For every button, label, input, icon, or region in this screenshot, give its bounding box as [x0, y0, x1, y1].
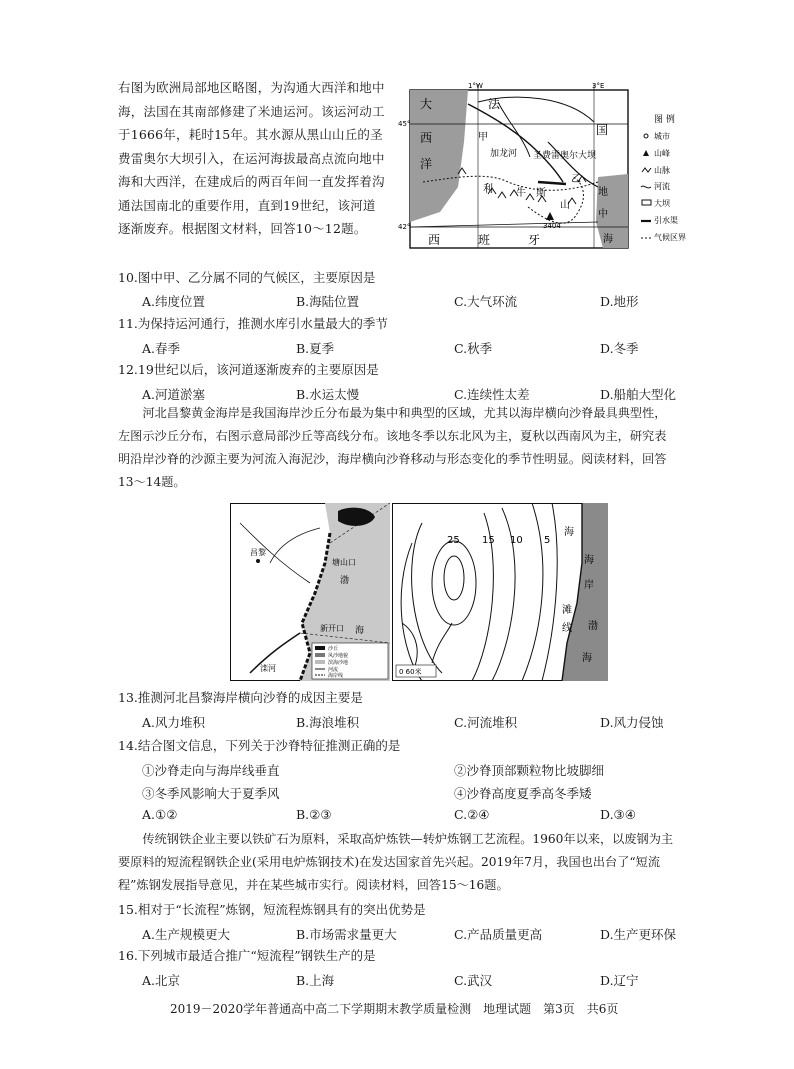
svg-text:42°: 42° [398, 223, 411, 231]
q13-option-d[interactable]: D.风力侵蚀 [600, 715, 664, 730]
svg-text:线: 线 [562, 623, 572, 634]
svg-text:班: 班 [478, 233, 491, 247]
svg-text:西: 西 [428, 233, 441, 247]
page-footer: 2019－2020学年普通高中高二下学期期末教学质量检测 地理试题 第3页 共6页 [170, 1002, 619, 1016]
question-11-stem: 11.为保持运河通行，推测水库引水量最大的季节 [118, 316, 388, 331]
svg-text:海: 海 [603, 234, 613, 245]
svg-text:河流: 河流 [328, 667, 339, 673]
question-10-stem: 10.图中甲、乙分属不同的气候区，主要原因是 [118, 270, 376, 285]
q15-option-a[interactable]: A.生产规模更大 [142, 927, 231, 942]
q16-option-b[interactable]: B.上海 [296, 973, 335, 988]
q16-option-a[interactable]: A.北京 [142, 973, 181, 988]
q15-option-d[interactable]: D.生产更环保 [600, 927, 677, 942]
q13-option-c[interactable]: C.河流堆积 [454, 715, 518, 730]
svg-text:洋: 洋 [420, 157, 433, 171]
svg-text:斯: 斯 [536, 188, 546, 199]
svg-text:牛: 牛 [516, 188, 526, 199]
q14-item-1: ①沙脊走向与海岸线垂直 [142, 763, 280, 778]
svg-text:山峰: 山峰 [654, 149, 670, 158]
q12-option-d[interactable]: D.船舶大型化 [600, 387, 677, 402]
svg-text:海: 海 [564, 527, 574, 538]
q15-option-b[interactable]: B.市场需求量更大 [296, 927, 397, 942]
svg-text:滩: 滩 [562, 605, 572, 616]
q14-option-c[interactable]: C.②④ [454, 807, 490, 822]
question-12-stem: 12.19世纪以后，该河道逐渐废弃的主要原因是 [118, 362, 379, 377]
svg-text:法: 法 [488, 97, 501, 111]
svg-text:甲: 甲 [478, 132, 488, 143]
svg-text:山脉: 山脉 [654, 166, 670, 175]
q14-option-a[interactable]: A.①② [142, 807, 178, 822]
svg-text:加龙河: 加龙河 [490, 149, 518, 159]
q12-option-c[interactable]: C.连续性太差 [454, 387, 530, 402]
changli-coast-map [230, 503, 390, 681]
question-14-stem: 14.结合图文信息，下列关于沙脊特征推测正确的是 [118, 738, 401, 753]
q10-option-d[interactable]: D.地形 [600, 294, 639, 309]
svg-text:山: 山 [560, 200, 570, 211]
svg-text:15: 15 [482, 535, 495, 546]
svg-text:海: 海 [584, 555, 594, 566]
svg-text:0 60米: 0 60米 [399, 668, 422, 676]
question-16-stem: 16.下列城市最适合推广“短流程”钢铁生产的是 [118, 948, 376, 963]
q10-option-b[interactable]: B.海陆位置 [296, 294, 360, 309]
q14-item-4: ④沙脊高度夏季高冬季矮 [454, 786, 592, 801]
svg-text:海岸线: 海岸线 [328, 673, 344, 679]
svg-text:昌黎: 昌黎 [250, 548, 266, 557]
svg-text:岸: 岸 [584, 580, 594, 591]
question-15-stem: 15.相对于“长流程”炼钢，短流程炼钢具有的突出优势是 [118, 902, 426, 917]
svg-text:乙: 乙 [571, 174, 581, 185]
q10-option-c[interactable]: C.大气环流 [454, 294, 518, 309]
svg-text:地: 地 [598, 187, 608, 198]
svg-text:滦河: 滦河 [260, 664, 276, 673]
q11-option-d[interactable]: D.冬季 [600, 341, 639, 356]
q14-option-d[interactable]: D.③④ [600, 807, 636, 822]
svg-text:5: 5 [544, 535, 551, 546]
europe-region-map [398, 82, 708, 254]
q14-item-2: ②沙脊顶部颗粒物比坡脚细 [454, 763, 605, 778]
q11-option-b[interactable]: B.夏季 [296, 341, 335, 356]
svg-text:新开口: 新开口 [320, 624, 344, 633]
svg-text:海: 海 [355, 626, 365, 636]
svg-text:塘山口: 塘山口 [332, 558, 356, 567]
svg-text:西: 西 [420, 131, 433, 145]
svg-text:滨海沙地: 滨海沙地 [328, 660, 349, 666]
q16-option-c[interactable]: C.武汉 [454, 973, 493, 988]
svg-text:中: 中 [598, 209, 608, 220]
svg-text:河流: 河流 [654, 182, 670, 191]
svg-text:大: 大 [420, 97, 433, 111]
dune-contour-map [392, 503, 608, 681]
svg-text:25: 25 [447, 535, 460, 546]
q14-item-3: ③冬季风影响大于夏季风 [142, 786, 280, 801]
q13-option-b[interactable]: B.海浪堆积 [296, 715, 360, 730]
svg-text:1°W: 1°W [468, 82, 483, 90]
intro-paragraph-3: 传统钢铁企业主要以铁矿石为原料，采取高炉炼铁—转炉炼钢工艺流程。1960年以来，以废钢为主要原料的短流程钢铁企业(采用电炉炼钢技术)在发达国家首先兴起。2019年7月，我国也出台了“短流程”炼钢发展指导意见，并在某些城市实行。阅读材料，回答15～16题。 [118, 832, 674, 892]
svg-text:3°E: 3°E [592, 82, 605, 90]
svg-text:引水渠: 引水渠 [654, 216, 678, 225]
svg-text:图 例: 图 例 [654, 115, 675, 125]
svg-text:10: 10 [510, 535, 523, 546]
q11-option-a[interactable]: A.春季 [142, 341, 181, 356]
svg-text:国: 国 [596, 123, 609, 137]
q13-option-a[interactable]: A.风力堆积 [142, 715, 206, 730]
q10-option-a[interactable]: A.纬度位置 [142, 294, 206, 309]
intro-paragraph-1: 右图为欧洲局部地区略图，为沟通大西洋和地中海，法国在其南部修建了米迪运河。该运河动工于1666年，耗时15年。其水源从黑山山丘的圣费雷奥尔大坝引入，在运河海拔最高点流向地中海和大西洋，在建成后的两百年间一直发挥着沟通法国南北的重要作用，直到19世纪，该河道逐渐废弃。根据图文材料，回答10～12题。 [118, 80, 385, 236]
svg-text:牙: 牙 [528, 233, 541, 247]
svg-text:3404: 3404 [543, 222, 561, 230]
question-13-stem: 13.推测河北昌黎海岸横向沙脊的成因主要是 [118, 690, 363, 705]
q11-option-c[interactable]: C.秋季 [454, 341, 493, 356]
svg-text:气候区界: 气候区界 [654, 233, 686, 242]
q12-option-a[interactable]: A.河道淤塞 [142, 387, 206, 402]
q16-option-d[interactable]: D.辽宁 [600, 973, 639, 988]
svg-text:渤: 渤 [340, 576, 350, 586]
svg-text:风沙地貌: 风沙地貌 [328, 653, 349, 659]
svg-text:利: 利 [483, 184, 493, 195]
svg-text:城市: 城市 [654, 132, 670, 141]
svg-text:沙丘: 沙丘 [328, 646, 339, 652]
q14-option-b[interactable]: B.②③ [296, 807, 332, 822]
q15-option-c[interactable]: C.产品质量更高 [454, 927, 543, 942]
svg-text:圣费雷奥尔大坝: 圣费雷奥尔大坝 [533, 151, 597, 161]
svg-text:45°: 45° [398, 120, 411, 128]
svg-text:海: 海 [582, 653, 592, 664]
svg-text:大坝: 大坝 [654, 199, 670, 208]
q12-option-b[interactable]: B.水运太慢 [296, 387, 360, 402]
intro-paragraph-2: 河北昌黎黄金海岸是我国海岸沙丘分布最为集中和典型的区域，尤其以海岸横向沙脊最具典型性，左图示沙丘分布，右图示意局部沙丘等高线分布。该地冬季以东北风为主，夏秋以西南风为主，研究表明沿岸沙脊的沙源主要为河流入海泥沙，海岸横向沙脊移动与形态变化的季节性明显。阅读材料，回答13～14题。 [118, 406, 667, 489]
svg-text:渤: 渤 [588, 621, 598, 632]
